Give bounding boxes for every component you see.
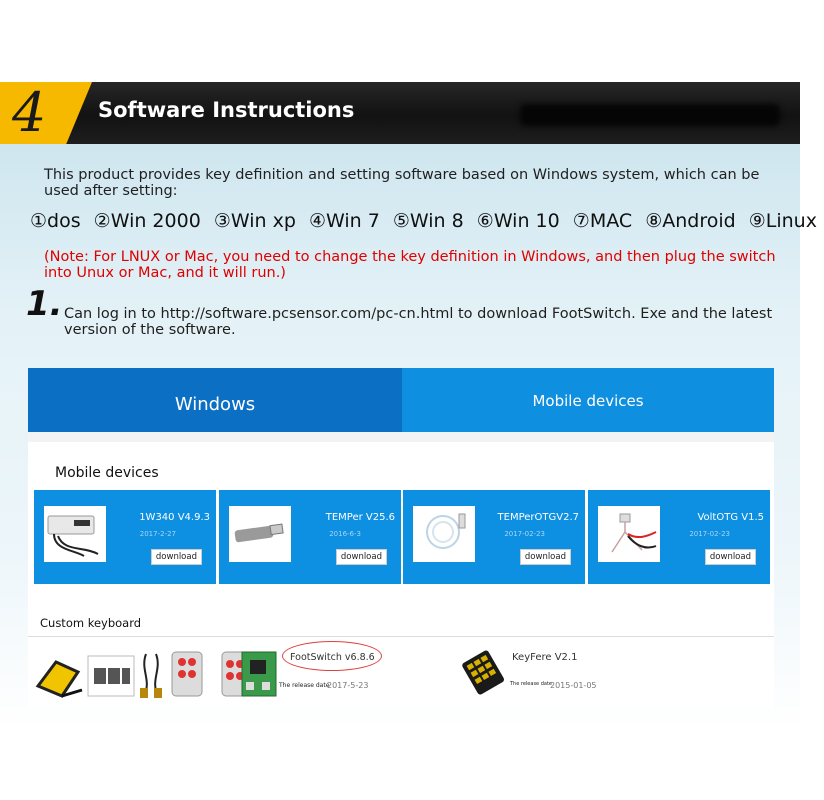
custom-keyboard-heading: Custom keyboard: [40, 616, 142, 630]
product-name: 1W340 V4.9.3: [139, 512, 210, 523]
product-date: 2017-02-23: [689, 530, 730, 538]
product-name: TEMPerOTGV2.7: [497, 512, 579, 523]
product-image: [44, 506, 106, 562]
tab-mobile-devices[interactable]: Mobile devices: [532, 392, 644, 410]
keyfere-name[interactable]: KeyFere V2.1: [512, 652, 578, 663]
download-button[interactable]: download: [336, 549, 387, 565]
product-image: [229, 506, 291, 562]
product-cards: [34, 490, 770, 584]
product-card: [403, 490, 585, 584]
header-banner: [0, 82, 800, 144]
tab-windows-label: Windows: [174, 394, 256, 415]
os-item: ②Win 2000: [93, 210, 201, 232]
os-item: ⑦MAC: [572, 210, 633, 232]
usb-stick-icon: [229, 506, 291, 562]
usb-cable-icon: [140, 654, 162, 698]
product-card: [588, 490, 770, 584]
mobile-devices-heading: Mobile devices: [55, 465, 159, 481]
custom-keyboard-products: [34, 646, 274, 702]
temper-otg-cable-icon: [413, 506, 475, 562]
product-date: 2017-02-23: [504, 530, 545, 538]
keypad-device-icon: [462, 650, 510, 694]
download-button[interactable]: download: [520, 549, 571, 565]
keyfere-date: 2015-01-05: [550, 681, 597, 690]
product-name: TEMPer V25.6: [325, 512, 395, 523]
triple-pedal-icon: [88, 656, 134, 696]
product-image: [598, 506, 660, 562]
os-item: ⑥Win 10: [476, 210, 560, 232]
footswitch-date-label: The release date: [279, 682, 330, 689]
blurred-logo: [520, 104, 780, 126]
step-text: Can log in to http://software.pcsensor.com/pc-cn.html to download FootSwitch. Exe and the latest version of the software.: [64, 306, 773, 338]
tab-windows[interactable]: [28, 368, 402, 432]
device-1w340-icon: [44, 506, 106, 562]
os-item: ①dos: [30, 210, 81, 232]
remote-keypad-icon: [172, 652, 202, 696]
volt-otg-cable-icon: [598, 506, 660, 562]
circuit-board-icon: [240, 646, 278, 702]
os-item: ⑤Win 8: [392, 210, 464, 232]
section-title: Software Instructions: [98, 98, 355, 122]
os-item: ④Win 7: [308, 210, 380, 232]
product-card: [34, 490, 216, 584]
product-date: 2017-2-27: [139, 530, 176, 538]
keyfere-date-label: The release date: [510, 681, 552, 687]
os-list: [30, 210, 817, 232]
os-item: ③Win xp: [213, 210, 296, 232]
compatibility-note: (Note: For LNUX or Mac, you need to change the key definition in Windows, and then plug the switch into Unux or Mac, and it will run.): [44, 249, 776, 281]
software-panel: [28, 368, 774, 708]
os-item: ⑨Linux: [748, 210, 817, 232]
step-badge-number: 4: [12, 81, 47, 144]
os-item: ⑧Android: [645, 210, 736, 232]
intro-text: This product provides key definition and setting software based on Windows system, which can be used after setting:: [44, 167, 760, 199]
product-image: [413, 506, 475, 562]
foot-pedal-icon: [38, 662, 82, 696]
footswitch-date: 2017-5-23: [327, 681, 369, 690]
step-number: 1.: [26, 284, 63, 324]
footswitch-name[interactable]: FootSwitch v6.8.6: [290, 652, 375, 663]
download-button[interactable]: download: [705, 549, 756, 565]
divider: [28, 636, 774, 637]
product-date: 2016-6-3: [329, 530, 361, 538]
tab-subnav: [28, 432, 774, 442]
product-name: VoltOTG V1.5: [697, 512, 764, 523]
download-button[interactable]: download: [151, 549, 202, 565]
product-card: [219, 490, 401, 584]
tab-bar: [28, 368, 774, 432]
